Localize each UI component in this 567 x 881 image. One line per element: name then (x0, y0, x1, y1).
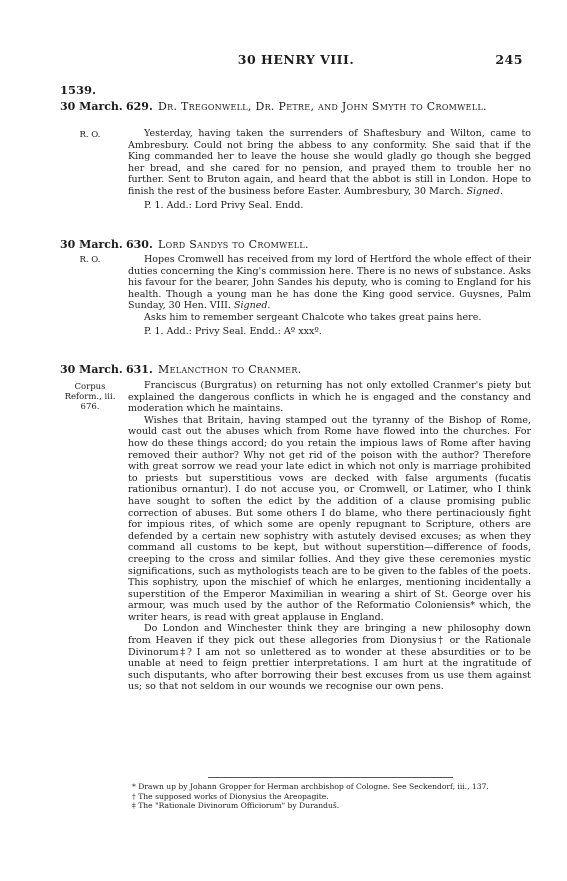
running-head (0, 52, 567, 68)
entry-date: 30 March. (60, 238, 123, 251)
paragraph: Franciscus (Burgratus) on returning has not only extolled Cranmer's piety but explained the dangerous conflicts in which he is engaged and the constancy and moderation which he maintains. (128, 380, 531, 415)
entry-meta: P. 1. Add.: Lord Privy Seal. Endd. (144, 199, 304, 211)
entry-postscript: Asks him to remember sergeant Chalcote who takes great pains here. (144, 311, 482, 323)
running-head-title: 30 HENRY VIII. (237, 52, 355, 67)
entry-title: Dr. Tregonwell, Dr. Petre, and John Smyth to Cromwell. (158, 100, 487, 113)
paragraph: Do London and Winchester think they are bringing a new philosophy down from Heaven if they pick out these allegories from Dionysius† or the Rationale Divinorum‡? I am not so unlettered as to wonder at these absurdities or to be unable at need to feign prettier interpretations. I am hurt at the ingratitude of such disputants, who after borrowing their best excuses from us use them against us; so that not seldom in our wounds we recognise our own pens. (128, 623, 531, 693)
entry-631-source: Corpus Reform., iii. 676. (64, 382, 116, 412)
entry-date: 30 March. (60, 100, 123, 113)
signed-note: Signed. (466, 185, 503, 197)
footnote: ‡ The "Rationale Divinorum Officiorum" by Duranduš. (132, 801, 340, 810)
entry-629-body (128, 128, 531, 211)
entry-630-source: R. O. (79, 255, 101, 265)
footnote: * Drawn up by Johann Gropper for Herman archbishop of Cologne. See Seckendorf, iii., 137. (132, 782, 489, 791)
entry-text: Yesterday, having taken the surrenders of Shaftesbury and Wilton, came to Ambresbury. Could not bring the abbess to any conformity. She said that if the King commanded her to leave the house she would gladly go though she begged her bread, and she cared for no pension, and prayed them to trouble her no further. Sent to Bruton again, and heard that the abbot is still in London. Hope to finish the rest of the business before Easter. Aumbresbury, 30 March. (128, 128, 531, 197)
entry-630-body (128, 254, 531, 337)
entry-title: Lord Sandys to Cromwell. (158, 238, 309, 251)
entry-number: 631. (126, 363, 153, 376)
entry-631-body (128, 380, 531, 693)
signed-note: Signed. (233, 300, 271, 312)
paragraph: Wishes that Britain, having stamped out the tyranny of the Bishop of Rome, would cast out the abuses which from Rome have flowed into the churches. For how do these things accord; do you retain the impious laws of Rome after having removed their author? Why not get rid of the poison with the author? Therefore with great sorrow we read your late edict in which not only is marriage prohibited to priests but superstitious vows are decked with false arguments (fucatis rationibus ornantur). I do not accuse you, or Cromwell, or Latimer, who I think have sought to soften the edict by the addition of a clause promising public correction of abuses. But some others I do blame, who there pertinaciously fight for impious rites, of which some are openly repugnant to Scripture, others are defended by a certain new sophistry with astutely devised excuses; as when they command all customs to be kept, but without superstition—difference of foods, creeping to the cross and similar follies. And they give these ceremonies mystic significations, such as mythologists teach are to be given to the fables of the poets. This sophistry, upon the mischief of which he enlarges, mentioning incidentally a superstition of the Emperor Maximilian in wearing a shirt of St. George over his armour, was much used by the author of the Reformatio Coloniensis* which, the writer hears, is read with great applause in England. (128, 414, 531, 623)
entry-number: 629. (126, 100, 153, 113)
entry-text: Hopes Cromwell has received from my lord of Hertford the whole effect of their duties concerning the King's commission here. There is no news of substance. Asks his favour for the bearer, John Sandes his deputy, who is coming to England for his health. Though a young man he has done the King good service. Guysnes, Palm Sunday, 30 Hen. VIII. (128, 254, 531, 312)
footnote-rule (208, 777, 453, 778)
entry-date: 30 March. (60, 363, 123, 376)
page-number: 245 (495, 52, 523, 67)
footnotes (128, 782, 531, 811)
entry-title: Melancthon to Cranmer. (158, 363, 302, 376)
year-heading: 1539. (60, 83, 97, 97)
entry-meta: P. 1. Add.: Privy Seal. Endd.: Aº xxxº. (144, 325, 322, 337)
footnote: † The supposed works of Dionysius the Areopagite. (132, 791, 329, 801)
entry-number: 630. (126, 238, 153, 251)
entry-629-source: R. O. (79, 130, 101, 140)
